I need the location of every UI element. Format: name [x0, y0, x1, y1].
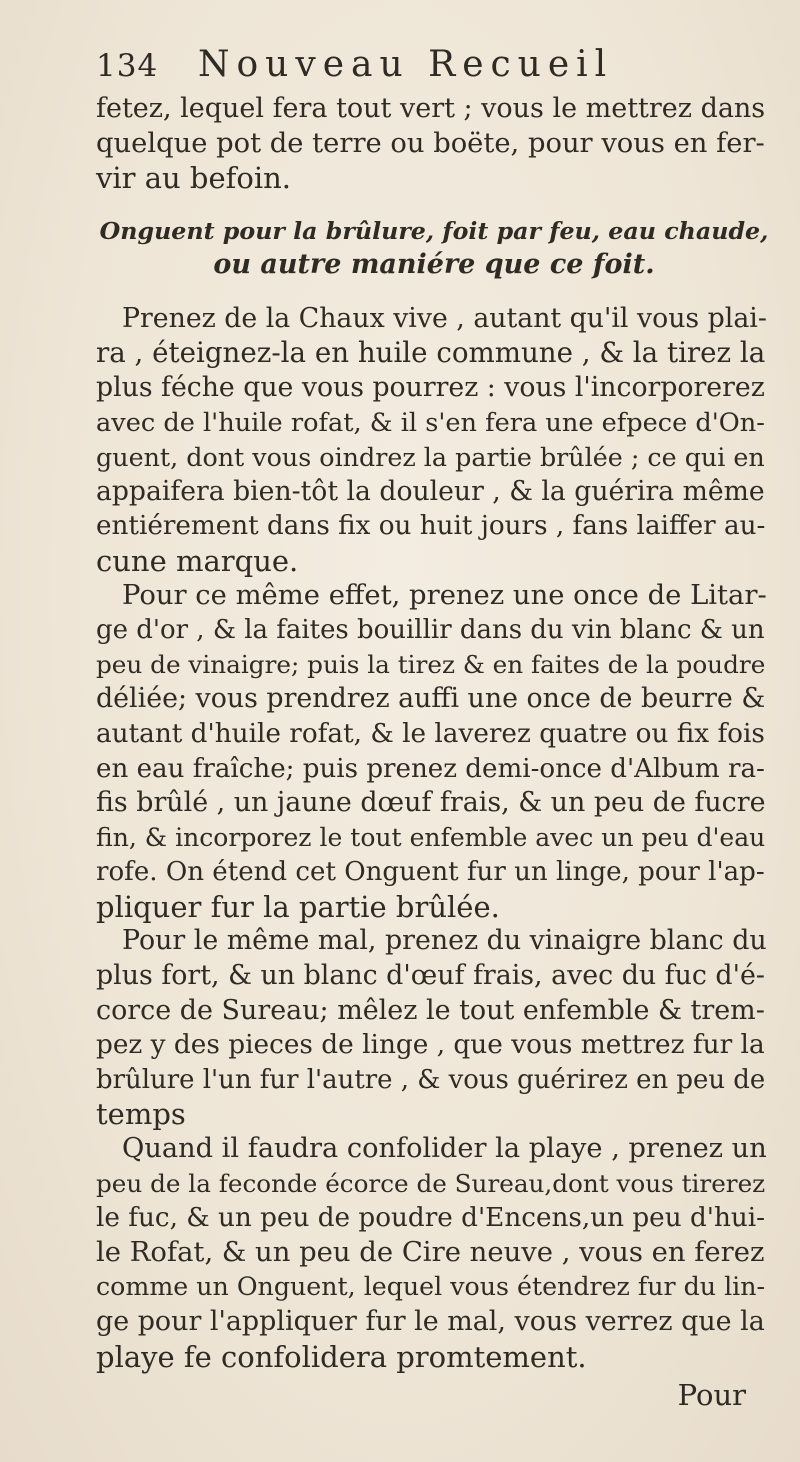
text-line: déliée; vous prendrez auffi une once de beurre & [96, 683, 766, 715]
text-line: Prenez de la Chaux vive , autant qu'il vous plai- [122, 302, 767, 334]
text-line: rofe. On étend cet Onguent fur un linge, pour l'ap- [96, 857, 765, 888]
text-line: fis brûlé , un jaune dœuf frais, & un peu de fucre [96, 787, 766, 819]
page-header [96, 40, 736, 84]
text-line: entiérement dans fix ou huit jours , fans laiffer au- [96, 511, 766, 542]
title-line: Onguent pour la brûlure, foit par feu, eau chaude, [99, 216, 769, 245]
text-line: vir au befoin. [96, 161, 292, 196]
text-line: pliquer fur la partie brûlée. [96, 889, 500, 924]
text-line: fetez, lequel fera tout vert ; vous le mettrez dans [96, 93, 766, 124]
title-line: ou autre maniére que ce foit. [213, 248, 655, 280]
text-line: corce de Sureau; mêlez le tout enfemble & trem- [96, 994, 765, 1026]
paragraph-consolider [96, 1132, 772, 1374]
text-line: brûlure l'un fur l'autre , & vous guérirez en peu de [96, 1064, 766, 1095]
text-line: fin, & incorporez le tout enfemble avec un peu d'eau [96, 822, 766, 852]
text-line: ra , éteignez-la en huile commune , & la tirez la [96, 336, 766, 370]
paragraph-chaux-vive [96, 302, 772, 579]
text-line: cune marque. [96, 543, 299, 578]
text-line: en eau fraîche; puis prenez demi-once d'Album ra- [96, 753, 765, 784]
body-text [96, 92, 772, 1413]
text-line: ge d'or , & la faites bouillir dans du vin blanc & un [96, 615, 765, 646]
text-line: comme un Onguent, lequel vous étendrez fur du lin- [96, 1272, 766, 1302]
catchword: Pour [677, 1378, 746, 1413]
text-line: appaifera bien-tôt la douleur , & la guérira même [96, 475, 765, 507]
text-line: ge pour l'appliquer fur le mal, vous verrez que la [96, 1306, 765, 1337]
text-line: guent, dont vous oindrez la partie brûlée ; ce qui en [96, 442, 765, 473]
text-line: avec de l'huile rofat, & il s'en fera une efpece d'On- [96, 407, 765, 438]
text-line: Pour ce même effet, prenez une once de Litar- [122, 579, 767, 611]
paragraph-continuation [96, 92, 772, 196]
text-line: peu de vinaigre; puis la tirez & en faites de la poudre [96, 649, 766, 679]
text-line: quelque pot de terre ou boëte, pour vous en fer- [96, 127, 765, 159]
text-line: playe fe confolidera promtement. [96, 1339, 587, 1374]
page-number: 134 [96, 48, 159, 84]
text-line: le Rofat, & un peu de Cire neuve , vous en ferez [96, 1236, 765, 1268]
text-line: peu de la feconde écorce de Sureau,dont vous tirerez [96, 1168, 766, 1198]
text-line: pez y des pieces de linge , que vous mettrez fur la [96, 1030, 765, 1061]
section-title [96, 214, 772, 282]
text-line: plus fort, & un blanc d'œuf frais, avec du fuc d'é- [96, 960, 765, 992]
text-line: Quand il faudra confolider la playe , prenez un [122, 1133, 767, 1165]
paragraph-litarge [96, 579, 772, 925]
running-head: Nouveau Recueil [198, 44, 614, 85]
text-line: le fuc, & un peu de poudre d'Encens,un peu d'hui- [96, 1203, 766, 1234]
text-line: plus féche que vous pourrez : vous l'incorporerez [96, 371, 765, 403]
text-line: Pour le même mal, prenez du vinaigre blanc du [122, 925, 767, 957]
text-line: autant d'huile rofat, & le laverez quatre ou fix fois [96, 718, 765, 749]
text-line: temps [96, 1097, 186, 1132]
paragraph-vinaigre [96, 924, 772, 1132]
